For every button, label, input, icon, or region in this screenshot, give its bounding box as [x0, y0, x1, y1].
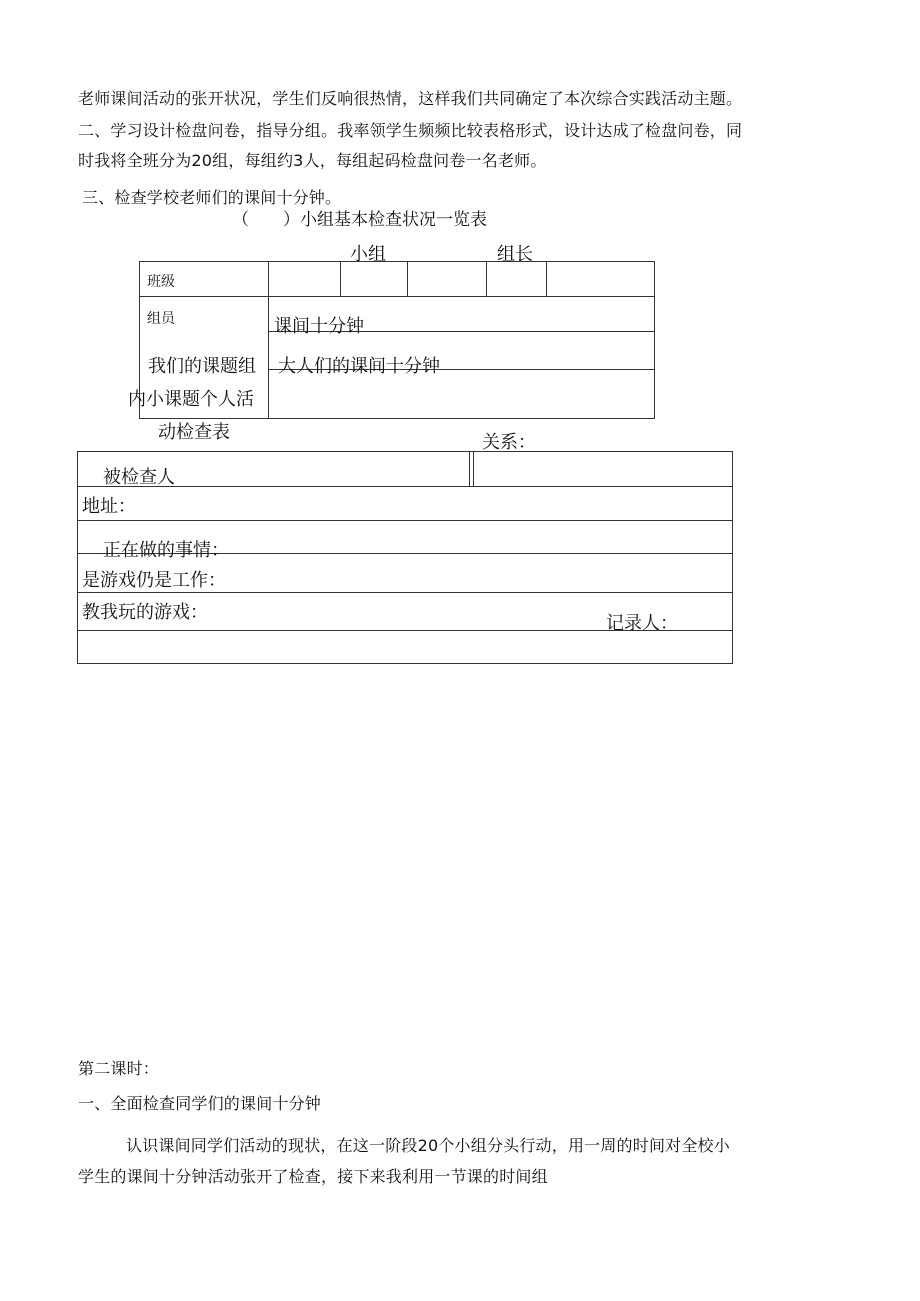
taught-game-label: 教我玩的游戏： [82, 602, 208, 623]
paragraph-line: 二、学习设计检盘问卷，指导分组。我率领学生频频比较表格形式，设计达成了检盘问卷，同 [78, 121, 743, 140]
row-divider [139, 296, 655, 297]
row-divider [77, 520, 733, 521]
column-divider [340, 261, 341, 296]
column-divider [473, 451, 474, 486]
sub-topic-label: 动检查表 [158, 422, 230, 443]
column-divider [407, 261, 408, 296]
relation-label: 关系： [482, 432, 536, 453]
address-label: 地址： [82, 496, 136, 517]
recorder-label: 记录人： [606, 613, 678, 634]
class-label: 班级 [147, 274, 175, 290]
game-or-work-label: 是游戏仍是工作： [82, 570, 226, 591]
column-divider [546, 261, 547, 296]
table-title: （ ）小组基本检查状况一览表 [232, 210, 487, 230]
column-divider [486, 261, 487, 296]
members-label: 组员 [147, 311, 175, 327]
group-topic-value: 大人们的课间十分钟 [278, 356, 440, 377]
section-heading: 三、检查学校老师们的课间十分钟。 [82, 188, 342, 207]
column-divider [268, 261, 269, 419]
lesson-title: 第二课时： [78, 1059, 160, 1078]
topic-text: 课间十分钟 [274, 316, 364, 337]
row-divider [77, 486, 733, 487]
group-topic-label: 我们的课题组 [148, 356, 256, 377]
paragraph-line: 认识课间同学们活动的现状，在这一阶段20个小组分头行动，用一周的时间对全校小 [126, 1136, 730, 1155]
group-label: 小组 [350, 244, 386, 265]
sub-topic-label: 内小课题个人活 [128, 389, 254, 410]
interviewee-label: 被检查人 [103, 467, 175, 488]
doing-label: 正在做的事情： [103, 540, 229, 561]
paragraph-line: 学生的课间十分钟活动张开了检查，接下来我利用一节课的时间组 [78, 1167, 548, 1186]
paragraph-line: 时我将全班分为20组，每组约3人，每组起码检盘问卷一名老师。 [78, 151, 547, 170]
row-divider [77, 592, 733, 593]
paragraph-line: 老师课间活动的张开状况，学生们反响很热情，这样我们共同确定了本次综合实践活动主题。 [78, 89, 743, 108]
leader-label: 组长 [497, 244, 533, 265]
section-heading: 一、全面检查同学们的课间十分钟 [78, 1094, 322, 1113]
column-divider [469, 451, 470, 486]
